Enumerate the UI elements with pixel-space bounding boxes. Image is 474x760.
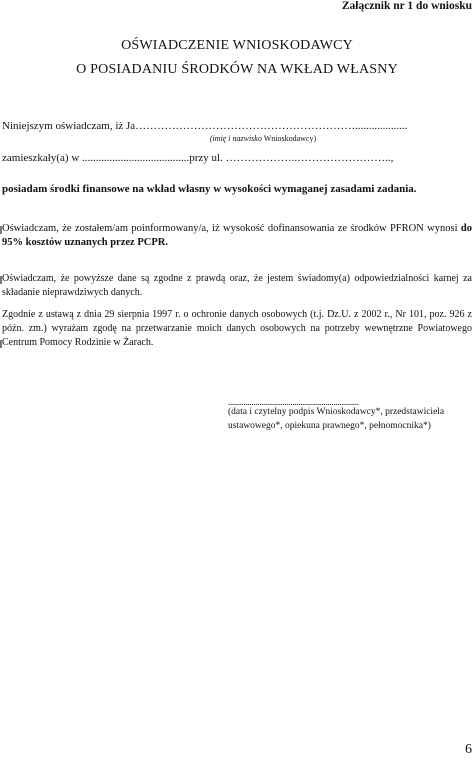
truthfulness-paragraph: Oświadczam, że powyższe dane są zgodne z prawdą oraz, że jestem świadomy(a) odpowiedzialności karnej za składanie nieprawdziwych danych. <box>2 273 472 298</box>
address-street: przy ul. ………………..…………………….., <box>189 152 394 164</box>
page-number: 6 <box>465 742 472 757</box>
pfron-paragraph-bold: do 95% kosztów uznanych przez PCPR. <box>2 223 472 248</box>
pfron-paragraph-text: Oświadczam, że zostałem/am poinformowany/a, iż wysokość dofinansowania ze środków PFRON wynosi <box>2 223 461 234</box>
signature-dotted-line: ................................................................... <box>228 397 359 407</box>
name-caption-italic: (imię i nazwisko <box>209 134 262 143</box>
name-caption-rest: Wnioskodawcy) <box>261 134 317 143</box>
signature-caption: (data i czytelny podpis Wnioskodawcy*, przedstawiciela ustawowego*, opiekuna prawnego*, pełnomocnika*) <box>228 407 445 431</box>
name-field-caption <box>0 134 474 143</box>
data-protection-paragraph: Zgodnie z ustawą z dnia 29 sierpnia 1997 r. o ochronie danych osobowych (t.j. Dz.U. z 2002 r., Nr 101, poz. 926 z późn. zm.) wyrażam zgodę na przetwarzanie moich danych osobowych na potrzeby wewnętrzne Powiatowego Centrum Pomocy Rodzinie w Żarach. <box>2 309 472 348</box>
document-title-line1: OŚWIADCZENIE WNIOSKODAWCY <box>121 38 353 53</box>
address-line <box>2 152 393 164</box>
address-dots: ....................................... <box>82 152 190 164</box>
name-declaration-line: Niniejszym oświadczam, iż Ja……………………………………………………................... <box>2 120 408 132</box>
document-title-line2: O POSIADANIU ŚRODKÓW NA WKŁAD WŁASNY <box>76 62 398 77</box>
pfron-paragraph <box>2 222 472 250</box>
attachment-label: Załącznik nr 1 do wniosku <box>341 0 472 12</box>
funds-statement: posiadam środki finansowe na wkład własny w wysokości wymaganej zasadami zadania. <box>2 183 417 195</box>
address-prefix: zamieszkały(a) w <box>2 152 83 164</box>
